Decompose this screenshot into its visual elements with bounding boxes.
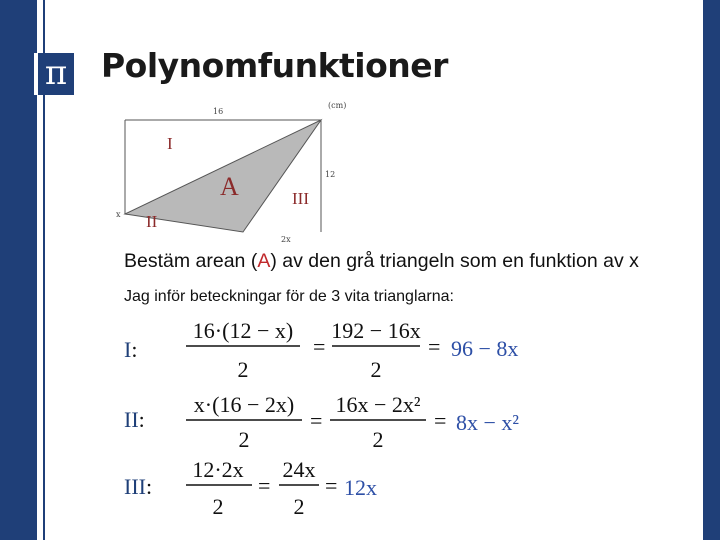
region-label-II: II [146,212,158,231]
eq1-denominator-2: 2 [370,357,382,382]
question-after: ) av den grå triangeln som en funktion av x [270,250,639,272]
question-text [124,250,639,273]
eq3-equals-1: = [258,473,271,498]
eq2-equals-1: = [310,408,323,433]
left-sidebar-bar [0,0,37,540]
eq1-result: 96 − 8x [451,336,519,361]
triangle-figure [105,92,365,248]
equation-label-I: I: [124,337,138,362]
eq1-equals-1: = [313,334,326,359]
intro-text: Jag inför beteckningar för de 3 vita trianglarna: [124,288,454,305]
eq2-denominator-1: 2 [238,427,250,452]
eq2-equals-2: = [434,408,447,433]
equations-block [118,300,538,525]
eq3-numerator-1: 12·2x [192,457,244,482]
eq1-numerator-2: 192 − 16x [331,318,421,343]
eq3-numerator-2: 24x [282,457,316,482]
eq3-denominator-1: 2 [212,494,224,519]
page-title: Polynomfunktioner [101,46,448,85]
eq1-denominator-1: 2 [237,357,249,382]
right-sidebar-bar [703,0,720,540]
equation-row-II [124,392,519,452]
eq3-equals-2: = [325,473,338,498]
equation-label-III: III: [124,474,153,499]
equation-row-III [124,457,377,519]
equation-label-II: II: [124,407,145,432]
region-label-A: A [220,172,239,201]
eq1-equals-2: = [428,334,441,359]
pi-logo-icon: π [34,53,74,95]
eq3-denominator-2: 2 [293,494,305,519]
dim-label-x: x [116,210,121,219]
question-highlight-A: A [257,250,271,272]
equation-row-I [124,318,518,382]
dim-label-2x: 2x [281,235,291,244]
question-before: Bestäm arean ( [124,250,258,272]
dim-label-12: 12 [325,170,336,179]
eq3-result: 12x [344,475,377,500]
dim-label-16: 16 [213,107,224,116]
eq2-numerator-1: x·(16 − 2x) [193,392,295,417]
eq2-denominator-2: 2 [372,427,384,452]
dim-label-cm: (cm) [328,101,347,110]
eq2-result: 8x − x² [456,410,520,435]
region-label-III: III [292,189,309,208]
region-label-I: I [167,134,173,153]
eq1-numerator-1: 16·(12 − x) [192,318,294,343]
eq2-numerator-2: 16x − 2x² [335,392,421,417]
